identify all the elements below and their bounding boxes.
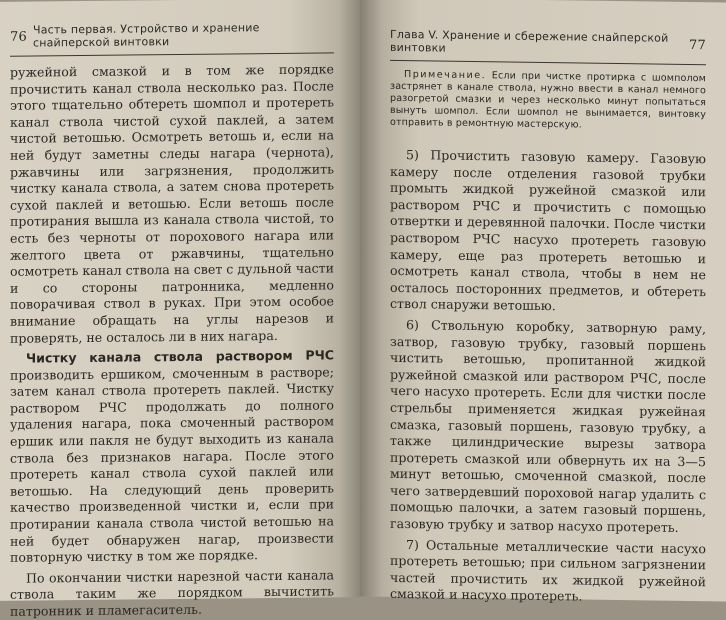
note-label: Примечание.	[404, 69, 487, 82]
left-paragraph-2	[10, 347, 334, 566]
item-7: 7) Остальные металлические части насухо протереть ветошью; при сильном загрязнении частей прочистить их жидкой ружейной смазкой и насухо протереть.	[390, 536, 706, 604]
right-running-head-title: Глава V. Хранение и сбережение снайперской винтовки	[390, 27, 669, 55]
note-block	[390, 69, 706, 133]
left-paragraph-2-body: производить ершиком, смоченным в растворе; затем канал ствола протереть паклей. Чистку раствором РЧС продолжать до полного удаления нагара, пока смоченный раствором ершик или пакля не будут выходить из канала ствола без признаков нагара. После этого протереть канал ствола сухой паклей или ветошью. На следующий день проверить качество произведенной чистки и, если при протирании канала ствола чистой ветошью на ней будет обнаружен нагар, произвести повторную чистку в том же порядке.	[10, 364, 334, 565]
item-5: 5) Прочистить газовую камеру. Газовую камеру после отделения газовой трубки промыть жидкой ружейной смазкой или раствором РЧС и прочистить с помощью отвертки и деревянной палочки. После чистки раствором РЧС насухо протереть газовую камеру, еще раз протереть ветошью и осмотреть канал ствола, чтобы в нем не осталось посторонних предметов, и обтереть ствол снаружи ветошью.	[390, 147, 706, 314]
left-running-head-title: Часть первая. Устройство и хранение снайперской винтовки	[32, 21, 260, 50]
right-page-number: 77	[689, 37, 706, 53]
left-running-head	[10, 20, 334, 49]
left-page	[0, 0, 360, 619]
note-text: Если при чистке протирка с шомполом застрянет в канале ствола, нужно ввести в канал немного разогретой смазки и через несколько минут попытаться вынуть шомпол. Если шомпол не вынимается, винтовку отправить в ремонтную мастерскую.	[390, 70, 706, 131]
left-paragraph-3: По окончании чистки нарезной части канала ствола таким же порядком вычистить патронник и пламегаситель.	[10, 567, 334, 619]
right-page	[360, 0, 726, 602]
left-page-number: 76	[10, 29, 27, 45]
left-head-rule	[10, 52, 334, 56]
right-head-rule	[390, 60, 706, 65]
left-paragraph-2-bold-lead: Чистку канала ствола раствором РЧС	[26, 347, 334, 366]
left-paragraph-1: ружейной смазкой и в том же порядке прочистить канал ствола несколько раз. После этого тщательно обтереть шомпол и протереть канал ствола чистой сухой паклей, а затем чистой ветошью. Осмотреть ветошь и, если на ней будут заметны следы нагара (чернота), ржавчины или загрязнения, продолжить чистку канала ствола, а затем снова протереть сухой паклей и ветошью. Если ветошь после протирания вышла из канала ствола чистой, то есть без черноты от порохового нагара или желтого цвета от ржавчины, тщательно осмотреть канал ствола на свет с дульной части и со стороны патронника, медленно поворачивая ствол в руках. При этом особое внимание обращать на углы нарезов и проверять, не осталось ли в них нагара.	[10, 61, 334, 346]
right-running-head	[390, 28, 706, 58]
item-6: 6) Ствольную коробку, затворную раму, затвор, газовую трубку, газовый поршень чистить ветошью, пропитанной жидкой ружейной смазкой или раствором РЧС, после чего насухо протереть. Если для чистки после стрельбы применяется жидкая ружейная смазка, газовый поршень, газовую трубку, а также цилиндрические вырезы затвора протереть смазкой или обвернуть их на 3—5 минут ветошью, смоченной смазкой, после чего затвердевший пороховой нагар удалить с помощью палочки, а затем газовый поршень, газовую трубку и затвор насухо протереть.	[390, 317, 706, 535]
